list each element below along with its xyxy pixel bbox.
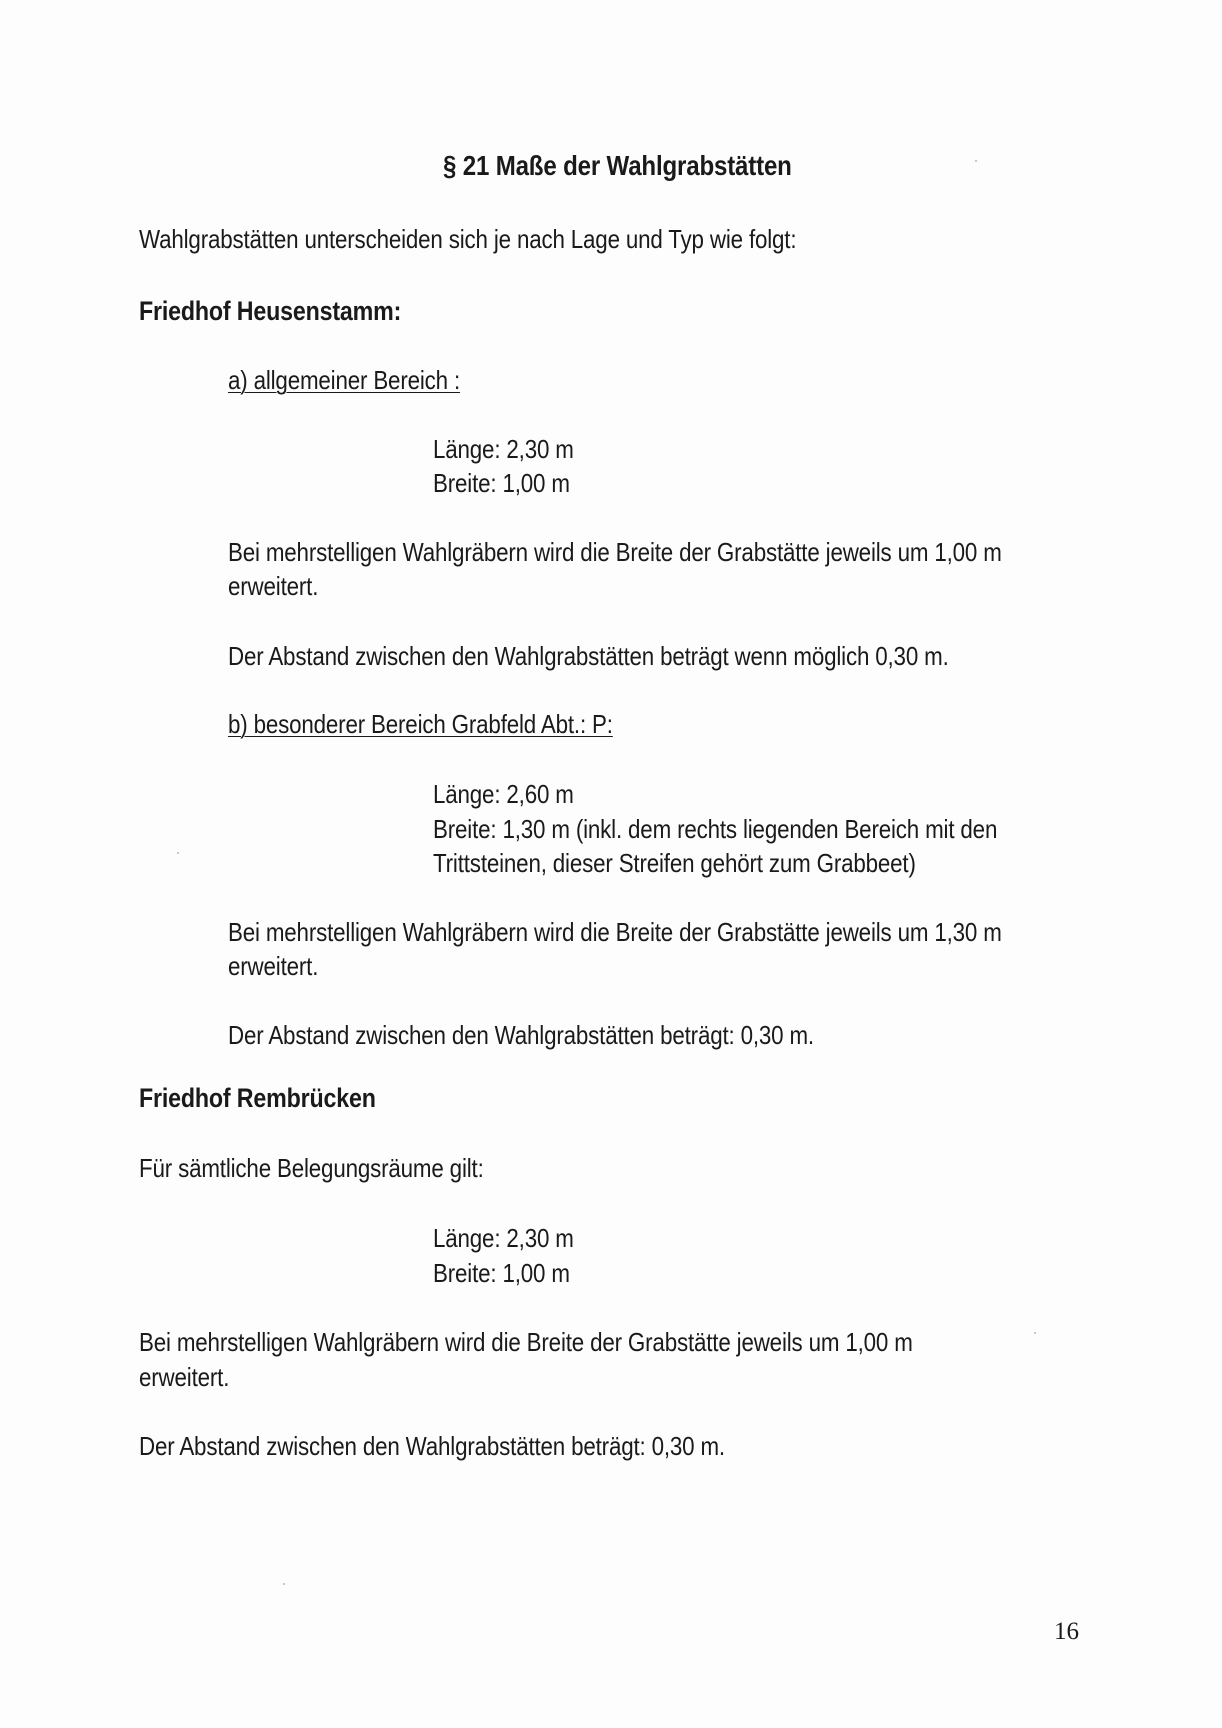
scan-speck	[283, 1583, 285, 1585]
subsection-label-a: a) allgemeiner Bereich :	[228, 365, 461, 395]
spacing-text-a: Der Abstand zwischen den Wahlgrabstätten beträgt wenn möglich 0,30 m.	[228, 641, 949, 671]
extension-text-a-line2: erweitert.	[228, 571, 319, 601]
dimension-length-rembruecken: Länge: 2,30 m	[433, 1223, 574, 1253]
extension-text-a-line1: Bei mehrstelligen Wahlgräbern wird die Breite der Grabstätte jeweils um 1,00 m	[228, 537, 1002, 567]
dimension-width-b: Breite: 1,30 m (inkl. dem rechts liegenden Bereich mit den	[433, 814, 998, 844]
scan-speck	[177, 852, 179, 854]
extension-text-rembruecken-line2: erweitert.	[139, 1362, 230, 1392]
intro-text: Wahlgrabstätten unterscheiden sich je nach Lage und Typ wie folgt:	[139, 224, 797, 254]
spacing-text-b: Der Abstand zwischen den Wahlgrabstätten beträgt: 0,30 m.	[228, 1020, 814, 1050]
extension-text-b-line1: Bei mehrstelligen Wahlgräbern wird die Breite der Grabstätte jeweils um 1,30 m	[228, 917, 1002, 947]
extension-text-b-line2: erweitert.	[228, 951, 319, 981]
extension-text-rembruecken-line1: Bei mehrstelligen Wahlgräbern wird die Breite der Grabstätte jeweils um 1,00 m	[139, 1327, 913, 1357]
page-number: 16	[1054, 1618, 1079, 1645]
dimension-width-a: Breite: 1,00 m	[433, 468, 570, 498]
dimension-width-rembruecken: Breite: 1,00 m	[433, 1258, 570, 1288]
section-intro-rembruecken: Für sämtliche Belegungsräume gilt:	[139, 1153, 484, 1183]
subsection-label-b: b) besonderer Bereich Grabfeld Abt.: P:	[228, 709, 613, 739]
scan-speck	[1034, 1332, 1036, 1334]
dimension-length-b: Länge: 2,60 m	[433, 779, 574, 809]
spacing-text-rembruecken: Der Abstand zwischen den Wahlgrabstätten beträgt: 0,30 m.	[139, 1431, 725, 1461]
scan-speck	[975, 160, 977, 162]
dimension-length-a: Länge: 2,30 m	[433, 434, 574, 464]
section-heading-heusenstamm: Friedhof Heusenstamm:	[139, 296, 402, 326]
page-title: § 21 Maße der Wahlgrabstätten	[443, 150, 792, 181]
dimension-width-b-continued: Trittsteinen, dieser Streifen gehört zum Grabbeet)	[433, 848, 916, 878]
section-heading-rembruecken: Friedhof Rembrücken	[139, 1083, 376, 1113]
